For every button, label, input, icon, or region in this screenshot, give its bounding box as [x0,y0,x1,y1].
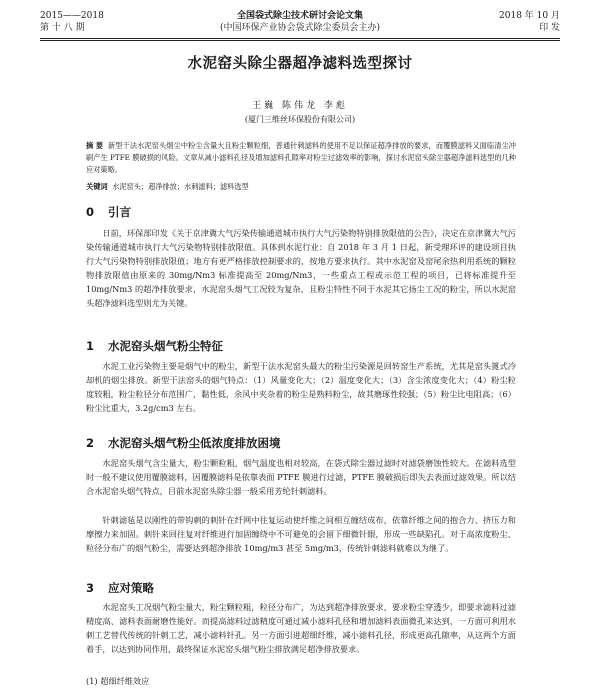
header-date: 2018 年 10 月 [499,11,560,21]
running-header [40,10,560,40]
section-heading-2 [86,435,281,451]
section-number: 0 [86,205,95,219]
section-title: 水泥窑头烟气粉尘低浓度排放困境 [108,436,281,450]
section-title: 水泥窑头烟气粉尘特征 [108,339,223,353]
paper-affiliation: (厦门三维丝环保股份有限公司) [244,115,356,124]
paper-authors: 王巍 陈伟龙 李彪 [252,101,348,111]
paragraph: 水泥工业污染物主要是烟气中的粉尘，新型干法水泥窑头最大的粉尘污染源是回转窑生产系统，尤其是窑头篦式冷却机的烟尘排放。新型干法窑头的烟气特点：（1）风量变化大；（2）温度变化大；（3）含尘浓度变化大；（4）粉尘粒度较粗，粉尘粒径分布范围广，黏性低，余风中夹杂着的粉尘是熟料粉尘，故其磨琢性较强；（5）粉尘比电阻高；（6）粉尘比重大，3.2g/cm3 左右。 [86,361,516,414]
header-years: 2015——2018 [40,11,104,21]
section-title: 引言 [108,205,131,219]
header-issue: 第 十 八 期 [40,23,85,33]
abstract-label: 摘 要 [86,141,104,150]
paragraph: 水泥窑头烟气含尘量大，粉尘颗粒粗，烟气温度也相对较高，在袋式除尘器过滤时对滤袋磨蚀性较大。在滤料选型时一般不建议使用覆膜滤料，因覆膜滤料是依靠表面 PTFE 膜进行过滤，PTFE 膜破损后即失去表面过滤效果。所以结合水泥窑头烟气特点，目前水泥窑头除尘器一般采用芳纶针刺滤料。 [86,458,516,497]
keywords [86,181,516,193]
keywords-label: 关键词 [86,182,108,191]
header-right [499,10,560,34]
header-rule-double [40,40,560,41]
section-number: 2 [86,436,95,450]
list-item: (1) 超细纤维效应 [86,676,150,686]
section-heading-0 [86,204,131,220]
abstract [86,140,516,176]
section-title: 应对策略 [108,581,154,595]
paper-title: 水泥窑头除尘器超净滤料选型探讨 [187,56,413,72]
header-print: 印 发 [539,23,560,33]
section-heading-1 [86,338,223,354]
header-proceedings-title: 全国袋式除尘技术研讨会论文集 [236,11,363,21]
header-rule [40,38,560,39]
paragraph: 日前，环保部印发《关于京津冀大气污染传输通道城市执行大气污染物特别排放限值的公告》，决定在京津冀大气污染传输通道城市执行大气污染物特别排放限值。具体到水泥行业：自 2018 年 3 月 1 日起，新受理环评的建设项目执行大气污染物特别排放限值；地方有更严格排放控制要求的，按地方要求执行。其中水泥窑及窑尾余热利用系统的颗粒物排放限值由原来的 30mg/Nm3 标准提高至 20mg/Nm3，一些重点工程或示范工程的项目，已将标准提升至 10mg/Nm3 的超净排放要求，水泥窑头烟气工况较为复杂，且粉尘特性不同于水泥其它扬尘工况的粉尘，所以水泥窑头超净滤料选型则尤为关键。 [86,228,516,309]
abstract-text: 新型干法水泥窑头烟尘中粉尘含量大且粉尘颗粒细，普通针刺滤料的使用不足以保证超净排放的要求，而覆膜滤料又面临清尘冲刷产生 PTFE 膜破损的风险。文章从减小滤料孔径及增加滤料孔隙率对粉尘过滤效率的影响，探讨水泥窑头除尘器超净滤料选型的几种应对策略。 [86,141,516,174]
keywords-text: 水泥窑头；超净排放；水刺滤料；滤料选型 [112,182,249,191]
paragraph: 针刺滤毡是以刚性的带钩刺的刺针在纤网中往复运动使纤维之间相互缠结成布，依靠纤维之间的抱合力、挤压力和摩擦力来加固。刺针来回往复对纤维进行加固缠绕中不可避免的会留下细微针眼，形成一些缺陷孔。对于高浓度粉尘、粒径分布广的烟气粉尘，需要达到超净排放 10mg/m3 甚至 5mg/m3，传统针刺滤料就难以为继了。 [86,515,516,554]
section-heading-3 [86,580,154,596]
paragraph: 水泥窑头工况烟气粉尘量大，粉尘颗粒粗，粒径分布广，为达到超净排放要求，要求粉尘穿透少，即要求滤料过滤精度高、滤料表面耐磨性能好。而提高滤料过滤精度可通过减小滤料孔径和增加滤料表面微孔来达到，一方面可利用水刺工艺替代传统的针刺工艺，减小滤料针孔。另一方面引进超细纤维，减小滤料孔径，形成更高孔隙率，从这两个方面着手，以达到协同作用，最终保证水泥窑头烟气粉尘排放满足超净排放要求。 [86,602,516,655]
header-organizer: (中国环保产业协会袋式除尘委员会主办) [219,23,381,33]
header-center [40,10,560,34]
section-number: 3 [86,581,95,595]
section-number: 1 [86,339,95,353]
